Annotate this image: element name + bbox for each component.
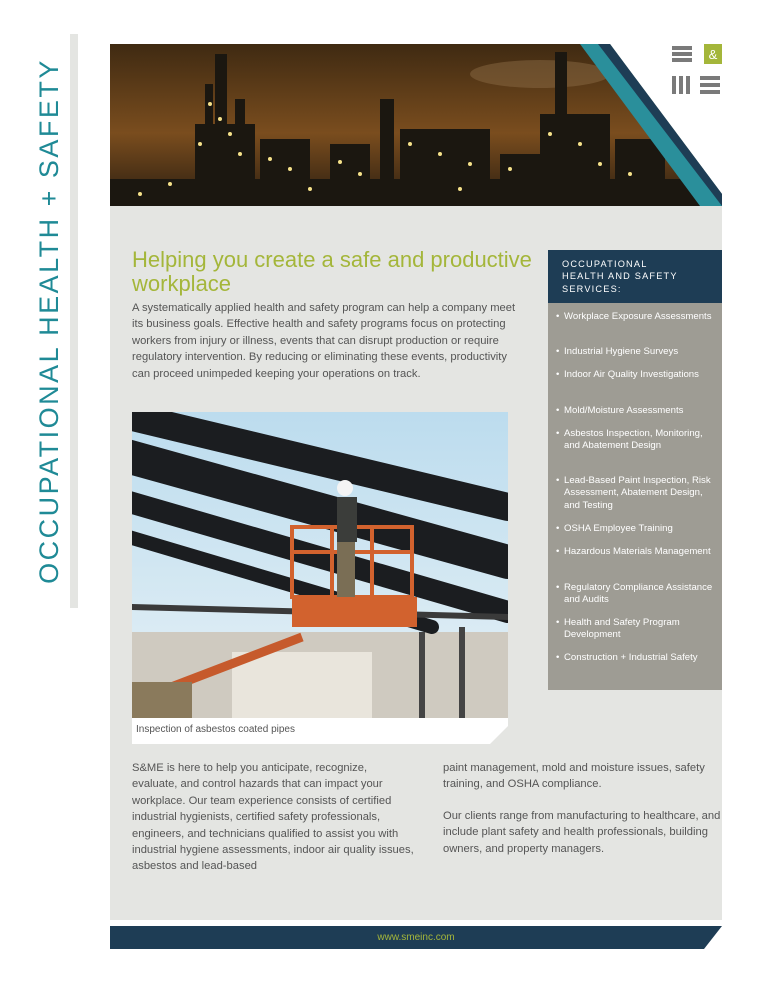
service-item bbox=[556, 617, 716, 642]
footer-url-link[interactable]: www.smeinc.com bbox=[377, 932, 455, 943]
sme-logo-mark bbox=[668, 44, 724, 98]
body-column-2-paragraph-1: paint management, mold and moisture issues, safety training, and OSHA compliance. bbox=[443, 762, 705, 791]
intro-paragraph: A systematically applied health and safety program can help a company meet its business goals. Effective health and safety programs focus on protecting workers from injury or illness, events that can disrupt production or require regulatory intervention. By reducing or eliminating these events, productivity can proceed unimpeded keeping your operations on track. bbox=[132, 302, 516, 380]
body-column-1: S&ME is here to help you anticipate, recognize, evaluate, and control hazards that can impact your workplace. Our team experience consists of certified industrial hygienists, certified safety professionals, engineers, and technicians qualified to assist you with industrial hygiene assessments, indoor air quality issues, asbestos and lead-based bbox=[132, 762, 414, 873]
bullet: • bbox=[556, 652, 560, 663]
services-heading-line: HEALTH AND SAFETY bbox=[562, 271, 678, 282]
bullet: • bbox=[556, 405, 560, 416]
body-column-2-paragraph-2: Our clients range from manufacturing to healthcare, and include plant safety and health professionals, building owners, and property managers. bbox=[443, 810, 721, 855]
photo-caption: Inspection of asbestos coated pipes bbox=[136, 724, 295, 735]
side-title-block bbox=[30, 34, 78, 608]
pipe-inspection-image bbox=[132, 412, 508, 718]
service-label: Industrial Hygiene Surveys bbox=[564, 346, 679, 357]
service-label: Workplace Exposure Assessments bbox=[564, 311, 712, 322]
service-label: Lead-Based Paint Inspection, Risk Assessment, Abatement Design, and Testing bbox=[564, 475, 711, 511]
service-label: Indoor Air Quality Investigations bbox=[564, 369, 699, 380]
bullet: • bbox=[556, 546, 560, 557]
service-item bbox=[556, 311, 716, 323]
bullet: • bbox=[556, 428, 560, 439]
headline: Helping you create a safe and productive workplace bbox=[132, 247, 532, 296]
service-item bbox=[556, 346, 716, 358]
service-item bbox=[556, 369, 716, 381]
bullet: • bbox=[556, 346, 560, 357]
service-label: Hazardous Materials Management bbox=[564, 546, 711, 557]
service-item bbox=[556, 428, 716, 453]
service-item bbox=[556, 652, 716, 664]
service-item bbox=[556, 546, 716, 558]
service-label: OSHA Employee Training bbox=[564, 523, 673, 534]
service-label: Regulatory Compliance Assistance and Audits bbox=[564, 582, 713, 606]
service-item bbox=[556, 582, 716, 607]
services-heading bbox=[548, 250, 722, 303]
bullet: • bbox=[556, 523, 560, 534]
services-heading-line: OCCUPATIONAL bbox=[562, 259, 648, 269]
bullet: • bbox=[556, 617, 560, 628]
service-item bbox=[556, 405, 716, 417]
service-label: Mold/Moisture Assessments bbox=[564, 405, 684, 416]
sme-logo bbox=[668, 44, 724, 98]
side-title: OCCUPATIONAL HEALTH + SAFETY bbox=[34, 58, 64, 584]
refinery-night-image bbox=[110, 44, 722, 206]
bullet: • bbox=[556, 582, 560, 593]
service-label: Construction + Industrial Safety bbox=[564, 652, 698, 663]
services-box bbox=[548, 250, 722, 690]
service-item bbox=[556, 475, 716, 512]
pipe-inspection-photo bbox=[132, 412, 508, 718]
bullet: • bbox=[556, 369, 560, 380]
service-label: Health and Safety Program Development bbox=[564, 617, 680, 641]
service-label: Asbestos Inspection, Monitoring, and Abatement Design bbox=[564, 428, 703, 452]
hero-image bbox=[110, 44, 722, 206]
services-list bbox=[548, 303, 722, 690]
logo-ampersand: & bbox=[708, 47, 718, 62]
bullet: • bbox=[556, 311, 560, 322]
bullet: • bbox=[556, 475, 560, 486]
services-heading-line: SERVICES: bbox=[562, 283, 622, 294]
service-item bbox=[556, 523, 716, 535]
services-heading-text bbox=[562, 258, 712, 295]
